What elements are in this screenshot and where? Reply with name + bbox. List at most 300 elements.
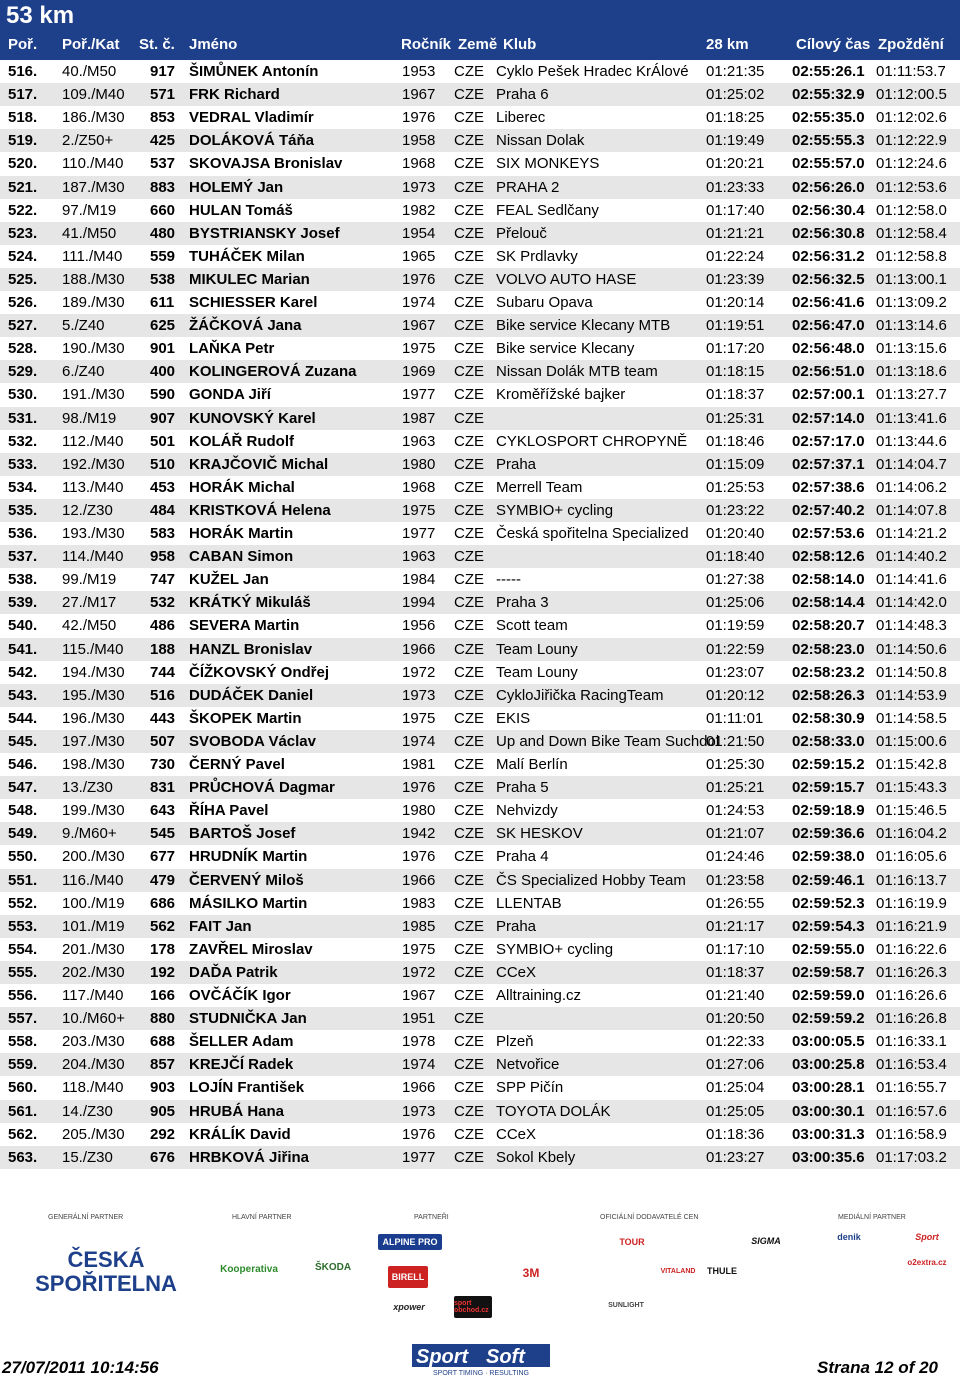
cell-kat: 13./Z30 [62, 779, 113, 797]
label-partners: PARTNEŘI [414, 1214, 449, 1221]
table-row [0, 1053, 960, 1076]
cell-club: CykloJiřička RacingTeam [496, 686, 664, 704]
cell-delay: 01:14:50.8 [876, 663, 947, 681]
cell-club: SYMBIO+ cycling [496, 501, 614, 519]
table-row [0, 961, 960, 984]
cell-name: LOJÍN František [189, 1079, 305, 1097]
cell-name: HANZL Bronislav [189, 640, 313, 658]
cell-delay: 01:17:03.2 [876, 1148, 947, 1166]
footer [0, 1340, 960, 1381]
cell-year: 1978 [402, 1033, 436, 1051]
tour-logo: TOUR [619, 1237, 645, 1247]
cell-st: 453 [150, 478, 176, 496]
cell-st: 559 [150, 247, 176, 265]
cell-year: 1973 [402, 686, 436, 704]
table-row [0, 568, 960, 591]
cell-name: KUNOVSKÝ Karel [189, 409, 316, 427]
cell-t28: 01:21:50 [706, 732, 765, 750]
table-row [0, 407, 960, 430]
cell-finish: 02:59:52.3 [792, 894, 865, 912]
cell-club: Praha 5 [496, 779, 549, 797]
cell-kat: 201./M30 [62, 940, 125, 958]
cell-pos: 557. [8, 1010, 38, 1028]
table-row [0, 638, 960, 661]
cell-delay: 01:14:53.9 [876, 686, 947, 704]
cell-name: SCHIESSER Karel [189, 294, 318, 311]
cell-finish: 02:57:53.6 [792, 525, 865, 542]
cell-t28: 01:23:39 [706, 270, 765, 288]
cell-finish: 02:56:47.0 [792, 317, 865, 335]
cell-club: Bike service Klecany MTB [496, 317, 671, 335]
cell-year: 1953 [402, 63, 436, 80]
cell-finish: 02:58:30.9 [792, 709, 865, 727]
cell-pos: 545. [8, 732, 38, 750]
cell-finish: 02:59:59.0 [792, 987, 865, 1004]
cell-t28: 01:20:12 [706, 686, 765, 704]
cell-country: CZE [454, 363, 484, 381]
kooperativa-logo: Kooperativa [220, 1264, 278, 1275]
page-title: 53 km [6, 2, 75, 29]
cell-t28: 01:21:07 [706, 825, 765, 843]
cell-finish: 02:56:31.2 [792, 247, 865, 265]
cell-country: CZE [454, 294, 484, 311]
cell-st: 676 [150, 1148, 176, 1166]
cell-country: CZE [454, 756, 484, 773]
cell-st: 400 [150, 363, 176, 381]
cell-t28: 01:23:33 [706, 178, 765, 196]
cell-t28: 01:24:46 [706, 848, 765, 866]
cell-pos: 530. [8, 386, 38, 404]
table-row [0, 984, 960, 1007]
cell-country: CZE [454, 686, 484, 704]
cell-st: 831 [150, 779, 176, 797]
cell-club: ČS Specialized Hobby Team [496, 871, 686, 889]
cell-st: 562 [150, 917, 176, 935]
cell-club: Merrell Team [496, 478, 583, 496]
cell-st: 538 [150, 270, 176, 288]
cell-pos: 533. [8, 455, 38, 473]
label-main: HLAVNÍ PARTNER [232, 1214, 292, 1221]
cell-year: 1951 [402, 1010, 436, 1028]
cell-delay: 01:14:06.2 [876, 478, 947, 496]
cell-t28: 01:22:33 [706, 1033, 765, 1051]
cell-year: 1973 [402, 1102, 436, 1120]
cell-kat: 199./M30 [62, 802, 125, 820]
cell-st: 532 [150, 594, 176, 612]
cell-name: SVOBODA Václav [189, 732, 316, 750]
cell-t28: 01:20:40 [706, 525, 765, 542]
cell-name: ŠELLER Adam [189, 1033, 294, 1051]
table-row [0, 129, 960, 152]
cell-finish: 02:57:37.1 [792, 455, 865, 473]
cell-finish: 02:57:14.0 [792, 409, 865, 427]
table-row [0, 915, 960, 938]
cell-name: PRŮCHOVÁ Dagmar [189, 779, 335, 797]
cell-country: CZE [454, 663, 484, 681]
cell-finish: 02:55:55.3 [792, 132, 865, 150]
cell-st: 571 [150, 86, 176, 104]
cell-st: 480 [150, 224, 176, 242]
cell-kat: 101./M19 [62, 917, 125, 935]
cell-finish: 03:00:31.3 [792, 1125, 865, 1143]
col-zeme: Země [458, 36, 498, 53]
cell-st: 484 [150, 501, 176, 519]
cell-pos: 541. [8, 640, 38, 658]
cell-finish: 02:55:35.0 [792, 109, 865, 127]
cell-kat: 118./M40 [62, 1079, 124, 1097]
cell-club: CYKLOSPORT CHROPYNĚ [496, 432, 688, 450]
cell-st: 188 [150, 640, 176, 658]
cell-st: 479 [150, 871, 176, 889]
cell-t28: 01:24:53 [706, 802, 765, 820]
cell-country: CZE [454, 987, 484, 1004]
cell-delay: 01:13:41.6 [876, 409, 947, 427]
cell-delay: 01:16:19.9 [876, 894, 947, 912]
cell-club: Nissan Dolak [496, 132, 585, 150]
cell-pos: 516. [8, 63, 38, 80]
cell-finish: 02:58:12.6 [792, 548, 865, 566]
alpinepro-logo: ALPINE PRO [378, 1234, 442, 1250]
cell-pos: 558. [8, 1033, 38, 1051]
cell-st: 730 [150, 756, 176, 773]
cell-year: 1976 [402, 848, 436, 866]
cell-finish: 03:00:05.5 [792, 1033, 865, 1051]
cell-name: FRK Richard [189, 86, 280, 104]
table-row [0, 499, 960, 522]
cell-club: CCeX [496, 1125, 537, 1143]
cell-country: CZE [454, 1102, 484, 1120]
cell-name: STUDNIČKA Jan [189, 1010, 307, 1028]
cell-country: CZE [454, 548, 484, 566]
cell-st: 747 [150, 571, 176, 589]
cell-country: CZE [454, 894, 484, 912]
cell-finish: 02:58:14.0 [792, 571, 865, 589]
cell-year: 1963 [402, 548, 436, 566]
cell-pos: 525. [8, 270, 38, 288]
col-jmeno: Jméno [189, 36, 238, 53]
cell-club: Praha [496, 917, 537, 935]
cell-delay: 01:14:07.8 [876, 501, 947, 519]
cell-year: 1977 [402, 525, 436, 542]
cell-delay: 01:13:44.6 [876, 432, 947, 450]
xpower-logo: xpower [393, 1302, 425, 1312]
cell-finish: 02:59:15.7 [792, 779, 865, 797]
cell-pos: 539. [8, 594, 38, 612]
table-row [0, 591, 960, 614]
cell-pos: 552. [8, 894, 38, 912]
cell-year: 1967 [402, 987, 436, 1004]
table-row [0, 360, 960, 383]
cell-name: ŠKOPEK Martin [189, 709, 302, 727]
cell-club: Netvořice [496, 1056, 560, 1074]
cell-pos: 563. [8, 1148, 38, 1166]
cell-country: CZE [454, 963, 484, 981]
cell-year: 1994 [402, 594, 436, 612]
cell-finish: 02:57:00.1 [792, 386, 865, 404]
table-row [0, 1146, 960, 1169]
cell-year: 1976 [402, 779, 436, 797]
cell-st: 625 [150, 317, 176, 335]
cell-year: 1969 [402, 363, 436, 381]
cell-name: HRUDNÍK Martin [189, 848, 308, 866]
denik-logo: denik [837, 1232, 861, 1242]
table-row [0, 268, 960, 291]
cell-year: 1976 [402, 109, 436, 127]
cell-year: 1980 [402, 802, 436, 820]
table-row [0, 1100, 960, 1123]
table-row [0, 106, 960, 129]
cell-t28: 01:21:17 [706, 917, 765, 935]
cell-name: HRUBÁ Hana [189, 1102, 285, 1120]
cell-year: 1983 [402, 894, 436, 912]
cell-kat: 41./M50 [62, 224, 117, 242]
cell-year: 1975 [402, 940, 436, 958]
cell-pos: 534. [8, 478, 38, 496]
cell-st: 501 [150, 432, 176, 450]
sport-logo: Sport [915, 1232, 939, 1242]
cell-finish: 02:58:26.3 [792, 686, 865, 704]
o2extra-logo: o2extra.cz [907, 1257, 947, 1267]
cell-st: 903 [150, 1079, 176, 1097]
cell-delay: 01:14:42.0 [876, 594, 947, 612]
cell-kat: 15./Z30 [62, 1148, 113, 1166]
cell-finish: 02:57:38.6 [792, 478, 865, 496]
cell-delay: 01:12:02.6 [876, 109, 947, 127]
table-row [0, 245, 960, 268]
cell-club: Nehvizdy [496, 802, 558, 820]
cell-delay: 01:16:53.4 [876, 1056, 947, 1074]
cell-delay: 01:15:43.3 [876, 779, 947, 797]
cell-delay: 01:16:33.1 [876, 1033, 947, 1051]
cell-t28: 01:21:21 [706, 224, 765, 242]
cell-pos: 547. [8, 779, 38, 797]
cell-country: CZE [454, 201, 484, 219]
cell-t28: 01:25:05 [706, 1102, 765, 1120]
cell-t28: 01:20:21 [706, 155, 765, 173]
sunlight-logo: SUNLIGHT [608, 1301, 644, 1309]
cell-finish: 02:56:32.5 [792, 270, 865, 288]
cell-t28: 01:23:58 [706, 871, 765, 889]
cell-kat: 97./M19 [62, 201, 117, 219]
cell-name: HORÁK Martin [189, 525, 294, 542]
cell-delay: 01:14:21.2 [876, 525, 947, 542]
cell-name: ZAVŘEL Miroslav [189, 940, 313, 958]
cell-club: Liberec [496, 109, 546, 127]
cell-t28: 01:17:20 [706, 340, 765, 358]
cell-country: CZE [454, 871, 484, 889]
cell-delay: 01:13:27.7 [876, 386, 947, 404]
cell-name: BARTOŠ Josef [189, 825, 296, 843]
cell-name: HORÁK Michal [189, 478, 295, 496]
cell-country: CZE [454, 1056, 484, 1074]
cell-club: Nissan Dolák MTB team [496, 363, 658, 381]
cell-delay: 01:16:21.9 [876, 917, 947, 935]
cell-pos: 562. [8, 1125, 38, 1143]
cell-club: SIX MONKEYS [496, 155, 600, 173]
col-porkat: Poř./Kat [62, 36, 120, 53]
sportsoft-left: Sport [416, 1346, 469, 1368]
cell-year: 1973 [402, 178, 436, 196]
cell-t28: 01:22:59 [706, 640, 765, 658]
cell-name: OVČÁČÍK Igor [189, 987, 291, 1004]
cell-delay: 01:12:58.8 [876, 247, 947, 265]
cell-year: 1985 [402, 917, 436, 935]
table-row [0, 476, 960, 499]
cell-kat: 27./M17 [62, 594, 117, 612]
table-row [0, 1076, 960, 1099]
cell-year: 1942 [402, 825, 436, 843]
cell-club: Praha 4 [496, 848, 549, 866]
col-st: St. č. [139, 36, 175, 53]
cell-t28: 01:18:46 [706, 432, 765, 450]
cell-t28: 01:23:22 [706, 501, 765, 519]
table-row [0, 707, 960, 730]
cell-name: TUHÁČEK Milan [189, 247, 305, 265]
cell-finish: 02:59:38.0 [792, 848, 865, 866]
cell-year: 1975 [402, 709, 436, 727]
cell-delay: 01:14:50.6 [876, 640, 947, 658]
cell-country: CZE [454, 317, 484, 335]
cell-st: 853 [150, 109, 176, 127]
table-row [0, 222, 960, 245]
cell-name: KRAJČOVIČ Michal [189, 455, 329, 473]
cell-name: KOLINGEROVÁ Zuzana [189, 363, 357, 381]
col-cil: Cílový čas [796, 36, 871, 53]
cell-name: ŘÍHA Pavel [189, 802, 269, 820]
cell-country: CZE [454, 571, 484, 589]
cell-finish: 02:58:33.0 [792, 732, 865, 750]
cell-pos: 518. [8, 109, 38, 127]
cell-finish: 02:59:15.2 [792, 756, 865, 773]
col-klub: Klub [503, 36, 537, 53]
cell-kat: 113./M40 [62, 478, 124, 496]
cell-country: CZE [454, 432, 484, 450]
cell-club: Přelouč [496, 224, 547, 242]
cell-pos: 543. [8, 686, 38, 704]
cell-country: CZE [454, 779, 484, 797]
cell-kat: 186./M30 [62, 109, 125, 127]
cell-name: HULAN Tomáš [189, 201, 293, 219]
cell-club: EKIS [496, 709, 531, 727]
birell-logo: BIRELL [388, 1266, 428, 1288]
table-row [0, 661, 960, 684]
cell-st: 880 [150, 1010, 176, 1028]
cell-pos: 556. [8, 987, 38, 1004]
cell-pos: 526. [8, 294, 38, 311]
cell-year: 1982 [402, 201, 436, 219]
cell-pos: 555. [8, 963, 38, 981]
cell-country: CZE [454, 640, 484, 658]
cell-delay: 01:16:04.2 [876, 825, 947, 843]
cell-delay: 01:12:58.4 [876, 224, 947, 242]
label-media: MEDIÁLNÍ PARTNER [838, 1214, 906, 1221]
cell-t28: 01:20:50 [706, 1010, 765, 1028]
cell-name: BYSTRIANSKY Josef [189, 224, 340, 242]
cell-finish: 02:59:54.3 [792, 917, 865, 935]
cell-name: KOLÁŘ Rudolf [189, 432, 294, 450]
cell-delay: 01:14:40.2 [876, 548, 947, 566]
cell-country: CZE [454, 455, 484, 473]
cell-finish: 02:59:18.9 [792, 802, 865, 820]
table-row [0, 430, 960, 453]
cell-name: DUDÁČEK Daniel [189, 686, 314, 704]
cell-delay: 01:11:53.7 [876, 63, 946, 80]
cell-year: 1968 [402, 155, 436, 173]
cell-country: CZE [454, 848, 484, 866]
cell-st: 166 [150, 987, 176, 1004]
cell-kat: 99./M19 [62, 571, 117, 589]
cell-t28: 01:25:21 [706, 779, 765, 797]
table-row [0, 776, 960, 799]
cell-pos: 536. [8, 525, 38, 542]
cell-delay: 01:15:42.8 [876, 756, 947, 773]
cell-delay: 01:16:55.7 [876, 1079, 947, 1097]
table-row [0, 938, 960, 961]
cell-finish: 03:00:35.6 [792, 1148, 865, 1166]
cell-delay: 01:13:00.1 [876, 270, 947, 288]
sportsoft-right: Soft [486, 1346, 525, 1368]
cell-name: ČERNÝ Pavel [189, 756, 285, 773]
cell-delay: 01:16:26.6 [876, 987, 947, 1004]
cell-year: 1981 [402, 756, 436, 773]
cell-country: CZE [454, 617, 484, 635]
cell-year: 1972 [402, 663, 436, 681]
3m-logo: 3M [522, 1266, 540, 1280]
cell-st: 507 [150, 732, 176, 750]
cell-year: 1977 [402, 386, 436, 404]
cell-delay: 01:12:22.9 [876, 132, 947, 150]
cell-country: CZE [454, 86, 484, 104]
cell-pos: 544. [8, 709, 38, 727]
cell-t28: 01:17:40 [706, 201, 765, 219]
cell-delay: 01:12:53.6 [876, 178, 947, 196]
cell-country: CZE [454, 709, 484, 727]
cell-country: CZE [454, 109, 484, 127]
table-row [0, 453, 960, 476]
cell-name: KRÁLÍK David [189, 1125, 291, 1143]
cell-kat: 188./M30 [62, 270, 125, 288]
cell-country: CZE [454, 270, 484, 288]
cell-finish: 02:59:58.7 [792, 963, 865, 981]
cell-pos: 553. [8, 917, 38, 935]
cell-country: CZE [454, 594, 484, 612]
cell-t28: 01:21:35 [706, 63, 765, 80]
cell-finish: 02:58:14.4 [792, 594, 865, 612]
cell-pos: 559. [8, 1056, 38, 1074]
cell-name: ŽÁČKOVÁ Jana [189, 317, 302, 335]
cell-pos: 524. [8, 247, 38, 265]
cell-club: Plzeň [496, 1033, 534, 1051]
cell-finish: 02:56:41.6 [792, 294, 865, 311]
cell-pos: 532. [8, 432, 38, 450]
cell-name: HRBKOVÁ Jiřina [189, 1148, 310, 1166]
cell-year: 1968 [402, 478, 436, 496]
cell-t28: 01:19:49 [706, 132, 765, 150]
cell-year: 1956 [402, 617, 436, 635]
cell-t28: 01:15:09 [706, 455, 765, 473]
cell-name: DOLÁKOVÁ Táňa [189, 132, 315, 150]
cell-delay: 01:16:13.7 [876, 871, 947, 889]
vitaland-logo: VITALAND [660, 1267, 696, 1275]
cell-st: 643 [150, 802, 176, 820]
table-row [0, 822, 960, 845]
cell-t28: 01:18:40 [706, 548, 765, 566]
cell-finish: 03:00:30.1 [792, 1102, 865, 1120]
cell-st: 545 [150, 825, 176, 843]
table-row [0, 522, 960, 545]
cell-club: Bike service Klecany [496, 340, 635, 358]
cell-finish: 02:59:46.1 [792, 871, 865, 889]
